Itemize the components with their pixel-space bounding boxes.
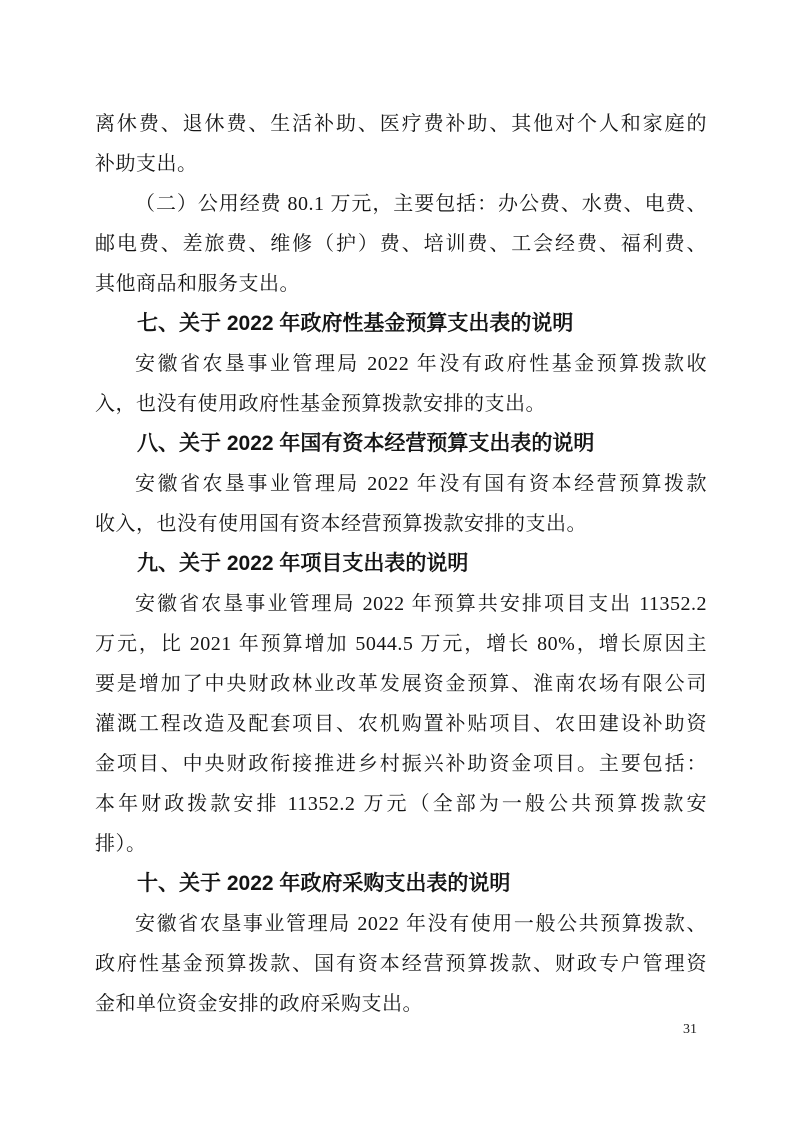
- text-line: 灌溉工程改造及配套项目、农机购置补贴项目、农田建设补助资: [95, 713, 707, 735]
- heading-line: 十、关于 2022 年政府采购支出表的说明: [137, 872, 511, 895]
- text-line: 安徽省农垦事业管理局 2022 年没有使用一般公共预算拨款、: [135, 913, 707, 935]
- heading-line: 八、关于 2022 年国有资本经营预算支出表的说明: [137, 432, 595, 455]
- text-line: 金项目、中央财政衔接推进乡村振兴补助资金项目。主要包括：: [95, 753, 707, 775]
- text-line: 离休费、退休费、生活补助、医疗费补助、其他对个人和家庭的: [95, 113, 707, 135]
- page-number: 31: [683, 1022, 697, 1037]
- text-line: 入，也没有使用政府性基金预算拨款安排的支出。: [95, 393, 546, 415]
- text-line: 其他商品和服务支出。: [95, 273, 300, 295]
- document-body: [95, 104, 707, 1024]
- text-line: 政府性基金预算拨款、国有资本经营预算拨款、财政专户管理资: [95, 953, 707, 975]
- text-line: 要是增加了中央财政林业改革发展资金预算、淮南农场有限公司: [95, 673, 707, 695]
- text-line: 补助支出。: [95, 153, 198, 175]
- text-line: 万元，比 2021 年预算增加 5044.5 万元，增长 80%，增长原因主: [95, 633, 707, 655]
- text-line: 金和单位资金安排的政府采购支出。: [95, 993, 423, 1015]
- text-line: （二）公用经费 80.1 万元，主要包括：办公费、水费、电费、: [135, 193, 707, 215]
- heading-line: 九、关于 2022 年项目支出表的说明: [137, 552, 469, 575]
- text-line: 本年财政拨款安排 11352.2 万元（全部为一般公共预算拨款安: [95, 793, 707, 815]
- heading-line: 七、关于 2022 年政府性基金预算支出表的说明: [137, 312, 574, 335]
- text-line: 安徽省农垦事业管理局 2022 年预算共安排项目支出 11352.2: [135, 593, 707, 615]
- text-line: 安徽省农垦事业管理局 2022 年没有国有资本经营预算拨款: [135, 473, 707, 495]
- text-line: 排）。: [95, 833, 147, 855]
- text-line: 安徽省农垦事业管理局 2022 年没有政府性基金预算拨款收: [135, 353, 707, 375]
- text-line: 邮电费、差旅费、维修（护）费、培训费、工会经费、福利费、: [95, 233, 707, 255]
- text-line: 收入，也没有使用国有资本经营预算拨款安排的支出。: [95, 513, 587, 535]
